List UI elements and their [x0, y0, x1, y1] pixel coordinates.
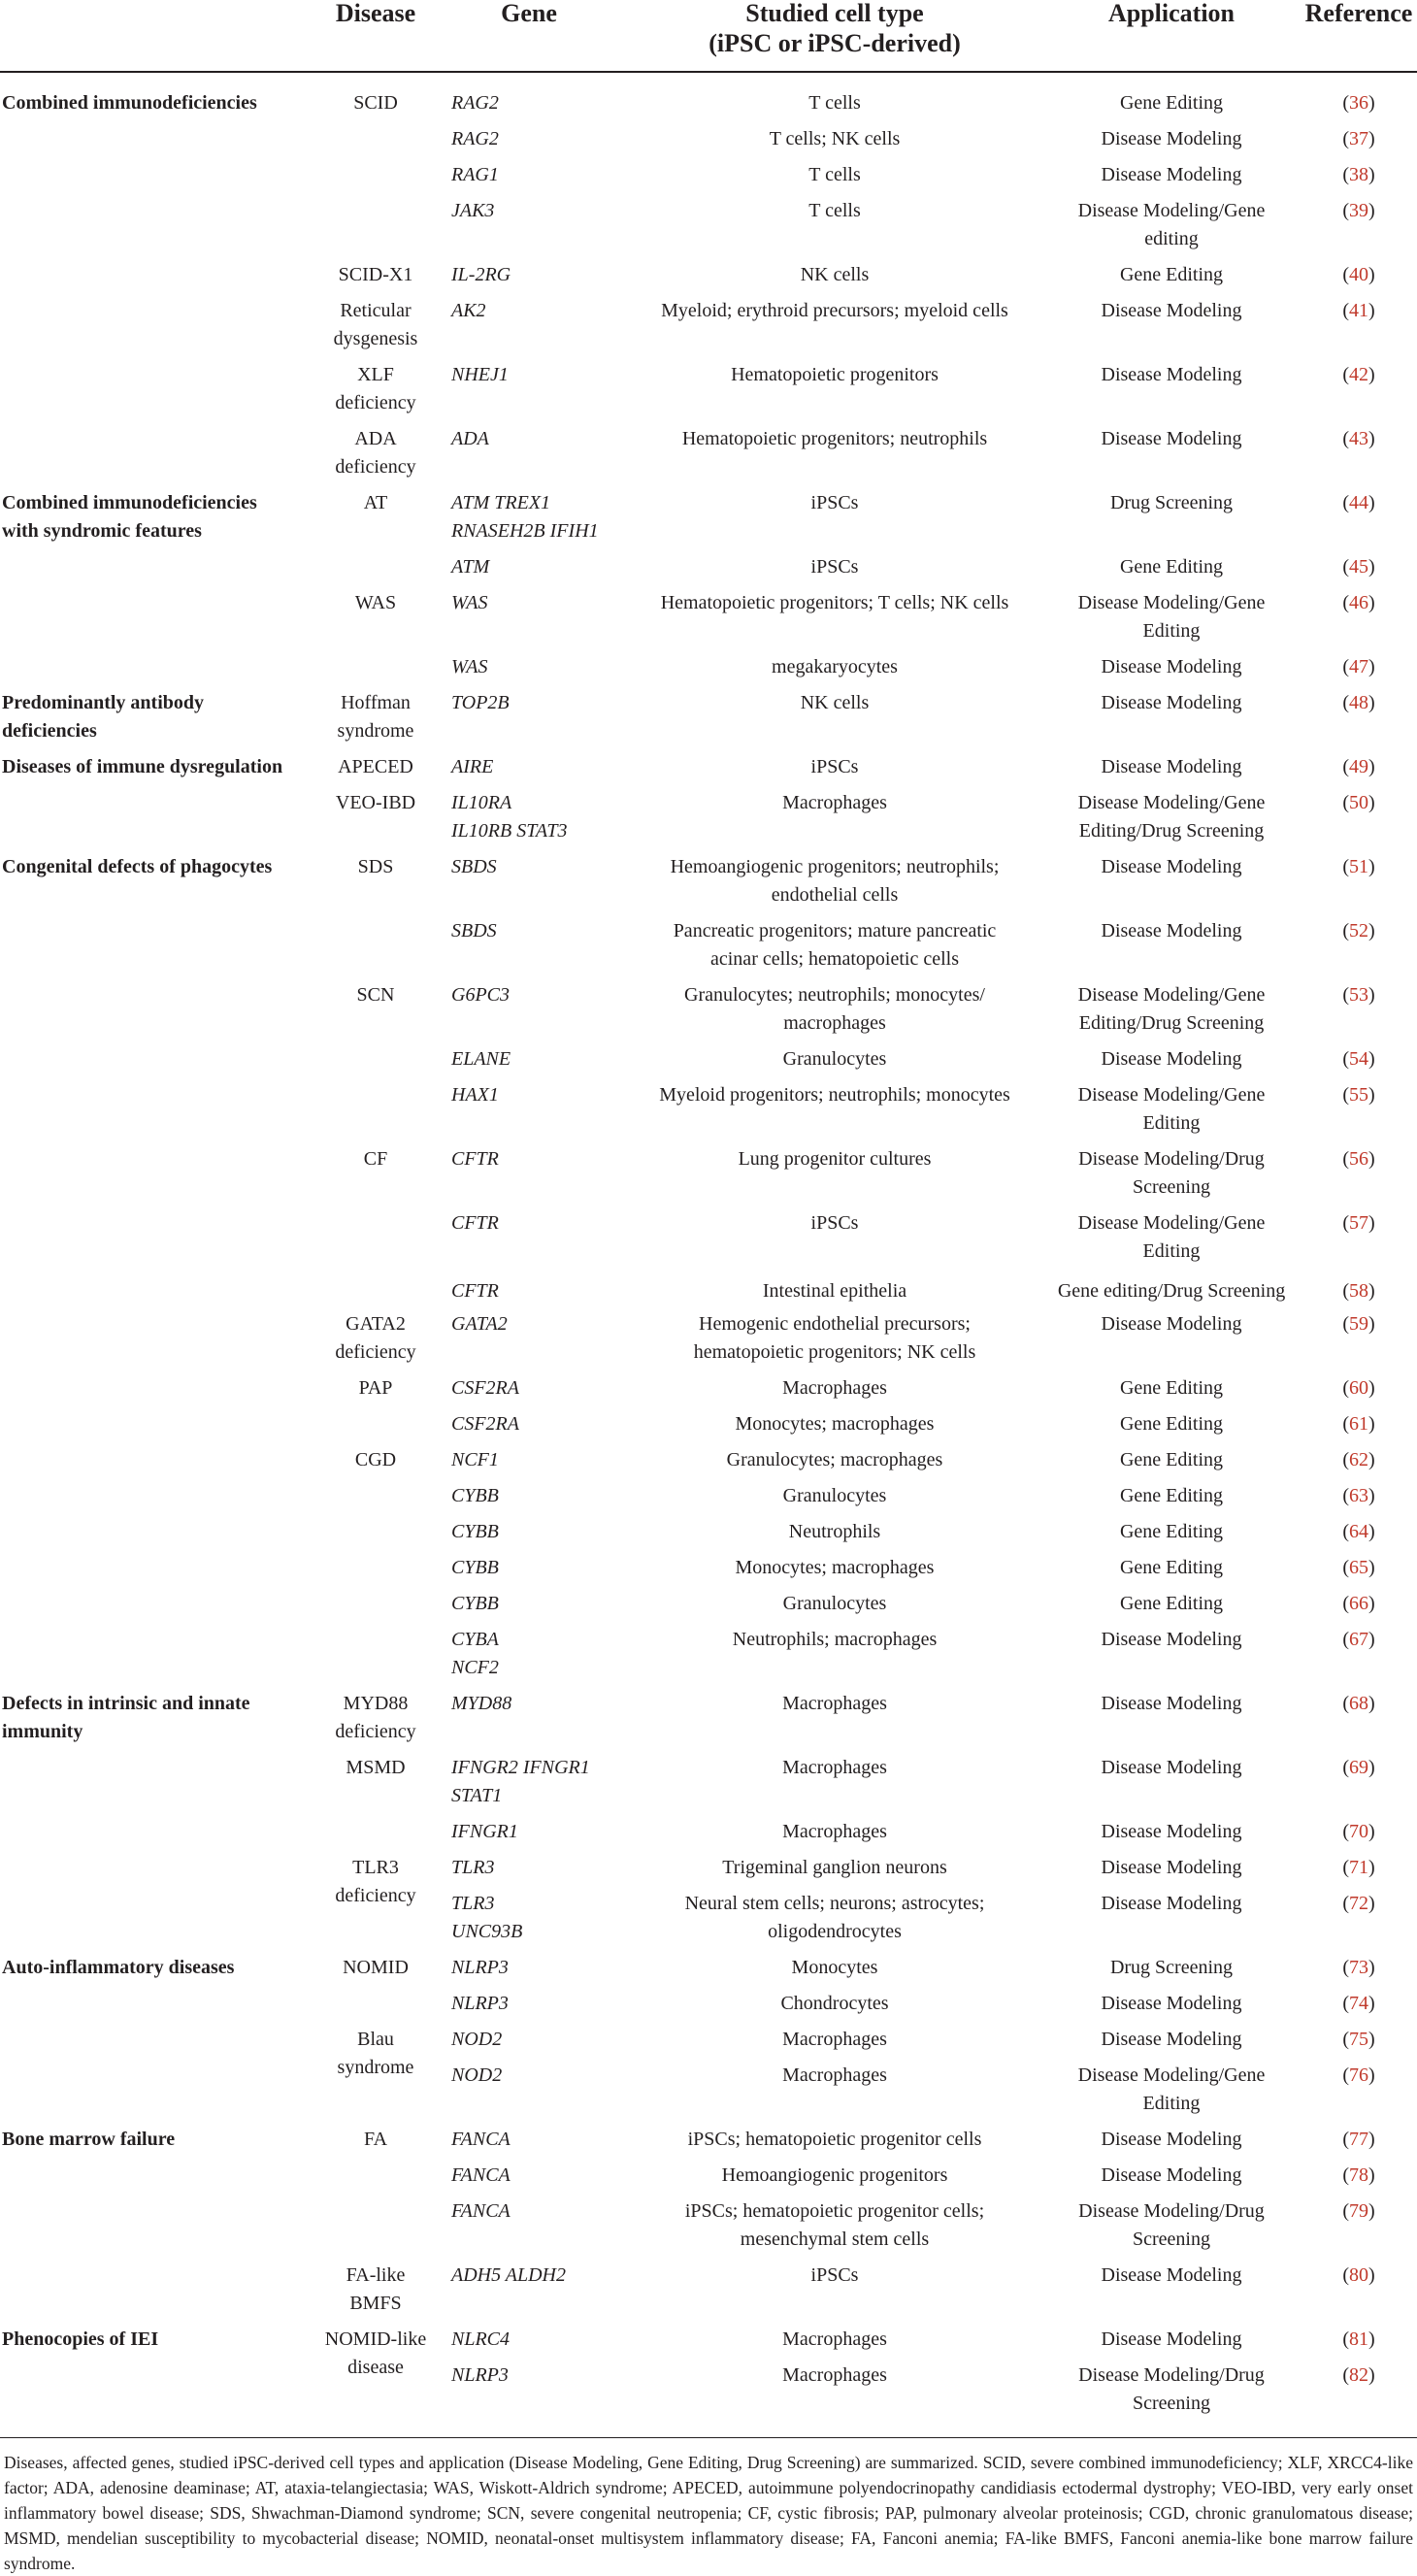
gene-cell: SBDS: [451, 856, 497, 877]
cell-type-cell: Neutrophils; macrophages: [732, 1629, 938, 1650]
reference-cell: (76): [1342, 2064, 1375, 2086]
application-cell: Disease Modeling: [1101, 128, 1242, 149]
category-label: Combined immunodeficiencies with syndromic features: [2, 492, 257, 542]
reference-number[interactable]: 82: [1349, 2364, 1368, 2386]
gene-cell: CYBB: [451, 1557, 499, 1578]
reference-number[interactable]: 55: [1349, 1084, 1368, 1106]
gene-cell: NOD2: [451, 2029, 503, 2050]
gene-cell: RAG2: [451, 92, 499, 114]
reference-cell: (57): [1342, 1212, 1375, 1234]
reference-cell: (78): [1342, 2164, 1375, 2186]
cell-type-cell: Macrophages: [782, 2364, 887, 2386]
cell-type-cell: Hemoangiogenic progenitors; neutrophils; endothelial cells: [670, 856, 1000, 906]
gene-cell: NCF1: [451, 1449, 499, 1470]
reference-number[interactable]: 61: [1349, 1413, 1368, 1435]
application-cell: Disease Modeling: [1101, 164, 1242, 185]
application-cell: Disease Modeling: [1101, 1821, 1242, 1842]
header-disease: Disease: [335, 0, 416, 27]
disease-cell: WAS: [354, 592, 397, 613]
gene-cell: ELANE: [451, 1048, 511, 1070]
gene-cell: MYD88: [451, 1693, 512, 1714]
application-cell: Disease Modeling/Gene editing: [1077, 200, 1266, 249]
disease-cell: SDS: [357, 856, 394, 877]
reference-number[interactable]: 41: [1349, 300, 1368, 321]
reference-number[interactable]: 54: [1349, 1048, 1368, 1070]
reference-number[interactable]: 60: [1349, 1377, 1368, 1399]
cell-type-cell: Myeloid; erythroid precursors; myeloid cells: [661, 300, 1008, 321]
application-cell: Disease Modeling: [1101, 364, 1242, 385]
application-cell: Disease Modeling: [1101, 1757, 1242, 1778]
disease-cell: SCID: [353, 92, 398, 114]
gene-cell: RAG1: [451, 164, 499, 185]
gene-cell: FANCA: [451, 2129, 511, 2150]
reference-number[interactable]: 46: [1349, 592, 1368, 613]
gene-cell: RAG2: [451, 128, 499, 149]
gene-cell: CYBB: [451, 1593, 499, 1614]
application-cell: Disease Modeling: [1101, 2029, 1242, 2050]
gene-cell: TOP2B: [451, 692, 510, 713]
gene-cell: TLR3 UNC93B: [451, 1893, 523, 1942]
gene-cell: CYBA NCF2: [451, 1629, 499, 1678]
disease-cell: NOMID-like disease: [324, 2328, 427, 2378]
reference-cell: (74): [1342, 1993, 1375, 2014]
reference-number[interactable]: 67: [1349, 1629, 1368, 1650]
gene-cell: FANCA: [451, 2200, 511, 2222]
reference-cell: (75): [1342, 2029, 1375, 2050]
application-cell: Disease Modeling: [1101, 2129, 1242, 2150]
cell-type-cell: Lung progenitor cultures: [738, 1148, 932, 1170]
application-cell: Gene Editing: [1119, 1557, 1224, 1578]
reference-cell: (38): [1342, 164, 1375, 185]
application-cell: Gene Editing: [1119, 1521, 1224, 1542]
application-cell: Disease Modeling: [1101, 1893, 1242, 1914]
reference-cell: (36): [1342, 92, 1375, 114]
cell-type-cell: iPSCs: [810, 756, 859, 777]
application-cell: Disease Modeling: [1101, 428, 1242, 449]
reference-cell: (54): [1342, 1048, 1375, 1070]
reference-cell: (60): [1342, 1377, 1375, 1399]
disease-cell: NOMID: [343, 1957, 409, 1978]
cell-type-cell: Hematopoietic progenitors; neutrophils: [681, 428, 988, 449]
reference-cell: (81): [1342, 2328, 1375, 2350]
application-cell: Gene Editing: [1119, 1377, 1224, 1399]
cell-type-cell: iPSCs: [810, 556, 859, 578]
gene-cell: IL-2RG: [451, 264, 511, 285]
gene-cell: ADA: [451, 428, 489, 449]
category-label: Bone marrow failure: [2, 2129, 176, 2150]
gene-cell: TLR3: [451, 1857, 495, 1878]
gene-cell: SBDS: [451, 920, 497, 941]
gene-cell: WAS: [451, 656, 488, 677]
disease-cell: FA: [363, 2129, 388, 2150]
disease-cell: MSMD: [346, 1757, 406, 1778]
reference-cell: (44): [1342, 492, 1375, 513]
reference-number[interactable]: 44: [1349, 492, 1368, 513]
cell-type-cell: Macrophages: [782, 792, 887, 813]
reference-cell: (66): [1342, 1593, 1375, 1614]
reference-cell: (68): [1342, 1693, 1375, 1714]
reference-number[interactable]: 53: [1349, 984, 1368, 1006]
reference-number[interactable]: 66: [1349, 1593, 1368, 1614]
cell-type-cell: T cells; NK cells: [769, 128, 901, 149]
application-cell: Disease Modeling: [1101, 1048, 1242, 1070]
cell-type-cell: Monocytes; macrophages: [735, 1413, 935, 1435]
cell-type-cell: NK cells: [800, 692, 870, 713]
reference-cell: (47): [1342, 656, 1375, 677]
cell-type-cell: Monocytes: [791, 1957, 878, 1978]
gene-cell: CYBB: [451, 1485, 499, 1506]
application-cell: Disease Modeling: [1101, 856, 1242, 877]
reference-cell: (69): [1342, 1757, 1375, 1778]
cell-type-cell: Neural stem cells; neurons; astrocytes; oligodendrocytes: [684, 1893, 985, 1942]
gene-cell: NLRC4: [451, 2328, 511, 2350]
cell-type-cell: iPSCs; hematopoietic progenitor cells; mesenchymal stem cells: [684, 2200, 985, 2250]
cell-type-cell: Hematopoietic progenitors: [731, 364, 939, 385]
gene-cell: CFTR: [451, 1148, 499, 1170]
application-cell: Disease Modeling: [1101, 1629, 1242, 1650]
gene-cell: NLRP3: [451, 2364, 509, 2386]
gene-cell: NHEJ1: [451, 364, 509, 385]
application-cell: Disease Modeling: [1101, 1993, 1242, 2014]
reference-cell: (42): [1342, 364, 1375, 385]
disease-cell: XLF deficiency: [335, 364, 416, 413]
gene-cell: CYBB: [451, 1521, 499, 1542]
category-label: Defects in intrinsic and innate immunity: [2, 1693, 250, 1742]
gene-cell: GATA2: [451, 1313, 508, 1335]
reference-cell: (53): [1342, 984, 1375, 1006]
header-rule: [0, 71, 1417, 73]
application-cell: Disease Modeling: [1101, 656, 1242, 677]
application-cell: Disease Modeling: [1101, 1313, 1242, 1335]
application-cell: Disease Modeling: [1101, 756, 1242, 777]
reference-number[interactable]: 68: [1349, 1693, 1368, 1714]
reference-cell: (49): [1342, 756, 1375, 777]
cell-type-cell: Monocytes; macrophages: [735, 1557, 935, 1578]
reference-number[interactable]: 69: [1349, 1757, 1368, 1778]
reference-cell: (73): [1342, 1957, 1375, 1978]
reference-cell: (52): [1342, 920, 1375, 941]
gene-cell: JAK3: [451, 200, 495, 221]
reference-number[interactable]: 48: [1349, 692, 1368, 713]
reference-number[interactable]: 80: [1349, 2264, 1368, 2286]
reference-number[interactable]: 56: [1349, 1148, 1368, 1170]
cell-type-cell: Granulocytes: [782, 1485, 887, 1506]
application-cell: Disease Modeling/Gene Editing/Drug Screening: [1077, 792, 1266, 842]
reference-cell: (70): [1342, 1821, 1375, 1842]
disease-cell: Blau syndrome: [337, 2029, 414, 2078]
gene-cell: G6PC3: [451, 984, 510, 1006]
application-cell: Drug Screening: [1109, 1957, 1234, 1978]
cell-type-cell: Granulocytes; macrophages: [726, 1449, 943, 1470]
cell-type-cell: T cells: [808, 200, 861, 221]
application-cell: Disease Modeling: [1101, 920, 1242, 941]
reference-cell: (41): [1342, 300, 1375, 321]
application-cell: Disease Modeling/Gene Editing: [1077, 1084, 1266, 1134]
application-cell: Disease Modeling/Gene Editing/Drug Screening: [1077, 984, 1266, 1034]
reference-number[interactable]: 78: [1349, 2164, 1368, 2186]
application-cell: Disease Modeling: [1101, 300, 1242, 321]
disease-cell: PAP: [358, 1377, 393, 1399]
gene-cell: CSF2RA: [451, 1413, 519, 1435]
application-cell: Gene Editing: [1119, 92, 1224, 114]
cell-type-cell: Hemoangiogenic progenitors: [721, 2164, 948, 2186]
disease-cell: SCID-X1: [338, 264, 413, 285]
disease-cell: APECED: [338, 756, 413, 777]
cell-type-cell: iPSCs; hematopoietic progenitor cells: [687, 2129, 982, 2150]
cell-type-cell: Macrophages: [782, 1757, 887, 1778]
gene-cell: WAS: [451, 592, 488, 613]
reference-number[interactable]: 79: [1349, 2200, 1368, 2222]
cell-type-cell: megakaryocytes: [772, 656, 898, 677]
reference-cell: (58): [1342, 1280, 1375, 1302]
reference-cell: (79): [1342, 2200, 1375, 2222]
category-label: Predominantly antibody deficiencies: [2, 692, 204, 742]
gene-cell: IL10RA IL10RB STAT3: [451, 792, 568, 842]
disease-cell: MYD88 deficiency: [335, 1693, 416, 1742]
cell-type-cell: Macrophages: [782, 2328, 887, 2350]
disease-cell: ADA deficiency: [335, 428, 416, 478]
reference-number[interactable]: 43: [1349, 428, 1368, 449]
reference-cell: (55): [1342, 1084, 1375, 1106]
reference-number[interactable]: 39: [1349, 200, 1368, 221]
reference-cell: (43): [1342, 428, 1375, 449]
reference-cell: (80): [1342, 2264, 1375, 2286]
cell-type-cell: Macrophages: [782, 1377, 887, 1399]
reference-number[interactable]: 42: [1349, 364, 1368, 385]
reference-number[interactable]: 37: [1349, 128, 1368, 149]
application-cell: Disease Modeling: [1101, 1857, 1242, 1878]
reference-cell: (77): [1342, 2129, 1375, 2150]
reference-number[interactable]: 71: [1349, 1857, 1368, 1878]
application-cell: Disease Modeling/Gene Editing: [1077, 1212, 1266, 1262]
cell-type-cell: Macrophages: [782, 2029, 887, 2050]
application-cell: Disease Modeling/Drug Screening: [1078, 2200, 1265, 2250]
reference-number[interactable]: 51: [1349, 856, 1368, 877]
reference-cell: (48): [1342, 692, 1375, 713]
reference-number[interactable]: 81: [1349, 2328, 1368, 2350]
reference-cell: (39): [1342, 200, 1375, 221]
reference-cell: (62): [1342, 1449, 1375, 1470]
category-label: Phenocopies of IEI: [2, 2328, 159, 2350]
reference-cell: (65): [1342, 1557, 1375, 1578]
bottom-rule: [0, 2437, 1417, 2438]
header-application: Application: [1107, 0, 1236, 27]
reference-number[interactable]: 59: [1349, 1313, 1368, 1335]
gene-cell: ATM: [451, 556, 490, 578]
gene-cell: AIRE: [451, 756, 494, 777]
header-cell-type-line1: Studied cell type: [745, 0, 924, 27]
reference-number[interactable]: 75: [1349, 2029, 1368, 2050]
reference-cell: (63): [1342, 1485, 1375, 1506]
reference-number[interactable]: 74: [1349, 1993, 1368, 2014]
disease-cell: CGD: [354, 1449, 397, 1470]
reference-number[interactable]: 40: [1349, 264, 1368, 285]
application-cell: Disease Modeling/Drug Screening: [1078, 1148, 1265, 1198]
application-cell: Disease Modeling: [1101, 692, 1242, 713]
reference-cell: (61): [1342, 1413, 1375, 1435]
gene-cell: HAX1: [451, 1084, 499, 1106]
cell-type-cell: iPSCs: [810, 492, 859, 513]
reference-number[interactable]: 65: [1349, 1557, 1368, 1578]
cell-type-cell: Granulocytes: [782, 1593, 887, 1614]
reference-cell: (64): [1342, 1521, 1375, 1542]
reference-number[interactable]: 76: [1349, 2064, 1368, 2086]
cell-type-cell: Neutrophils: [788, 1521, 881, 1542]
reference-number[interactable]: 58: [1349, 1280, 1368, 1302]
cell-type-cell: Hematopoietic progenitors; T cells; NK cells: [660, 592, 1009, 613]
application-cell: Disease Modeling: [1101, 2328, 1242, 2350]
disease-cell: VEO-IBD: [335, 792, 416, 813]
reference-cell: (46): [1342, 592, 1375, 613]
cell-type-cell: T cells: [808, 92, 861, 114]
reference-number[interactable]: 52: [1349, 920, 1368, 941]
reference-number[interactable]: 63: [1349, 1485, 1368, 1506]
application-cell: Gene Editing: [1119, 264, 1224, 285]
gene-cell: IFNGR2 IFNGR1 STAT1: [451, 1757, 590, 1806]
application-cell: Gene Editing: [1119, 1593, 1224, 1614]
cell-type-cell: Myeloid progenitors; neutrophils; monocytes: [659, 1084, 1010, 1106]
application-cell: Disease Modeling/Gene Editing: [1077, 592, 1266, 642]
reference-number[interactable]: 62: [1349, 1449, 1368, 1470]
cell-type-cell: Intestinal epithelia: [762, 1280, 907, 1302]
category-label: Auto-inflammatory diseases: [2, 1957, 235, 1978]
application-cell: Disease Modeling: [1101, 1693, 1242, 1714]
reference-number[interactable]: 57: [1349, 1212, 1368, 1234]
cell-type-cell: Chondrocytes: [780, 1993, 889, 2014]
header-reference: Reference: [1304, 0, 1413, 27]
reference-cell: (59): [1342, 1313, 1375, 1335]
application-cell: Gene Editing: [1119, 1413, 1224, 1435]
reference-cell: (72): [1342, 1893, 1375, 1914]
cell-type-cell: Macrophages: [782, 1693, 887, 1714]
reference-number[interactable]: 73: [1349, 1957, 1368, 1978]
application-cell: Disease Modeling/Drug Screening: [1078, 2364, 1265, 2414]
reference-cell: (51): [1342, 856, 1375, 877]
cell-type-cell: Macrophages: [782, 1821, 887, 1842]
cell-type-cell: iPSCs: [810, 2264, 859, 2286]
cell-type-cell: iPSCs: [810, 1212, 859, 1234]
cell-type-cell: Hemogenic endothelial precursors; hematopoietic progenitors; NK cells: [693, 1313, 976, 1363]
category-label: Diseases of immune dysregulation: [2, 756, 283, 777]
reference-number[interactable]: 72: [1349, 1893, 1368, 1914]
reference-cell: (45): [1342, 556, 1375, 578]
reference-number[interactable]: 77: [1349, 2129, 1368, 2150]
gene-cell: NLRP3: [451, 1957, 509, 1978]
gene-cell: CFTR: [451, 1212, 499, 1234]
application-cell: Gene editing/Drug Screening: [1057, 1280, 1286, 1302]
reference-number[interactable]: 50: [1349, 792, 1368, 813]
reference-cell: (56): [1342, 1148, 1375, 1170]
gene-cell: ATM TREX1 RNASEH2B IFIH1: [451, 492, 599, 542]
gene-cell: NLRP3: [451, 1993, 509, 2014]
disease-cell: FA-like BMFS: [346, 2264, 406, 2314]
application-cell: Disease Modeling: [1101, 2164, 1242, 2186]
cell-type-cell: Granulocytes; neutrophils; monocytes/ macrophages: [684, 984, 985, 1034]
gene-cell: CSF2RA: [451, 1377, 519, 1399]
application-cell: Gene Editing: [1119, 1485, 1224, 1506]
gene-cell: NOD2: [451, 2064, 503, 2086]
header-cell-type-line2: (iPSC or iPSC-derived): [708, 29, 961, 57]
reference-number[interactable]: 49: [1349, 756, 1368, 777]
cell-type-cell: Macrophages: [782, 2064, 887, 2086]
cell-type-cell: Pancreatic progenitors; mature pancreatic acinar cells; hematopoietic cells: [673, 920, 997, 970]
disease-cell: Hoffman syndrome: [337, 692, 414, 742]
reference-cell: (67): [1342, 1629, 1375, 1650]
gene-cell: ADH5 ALDH2: [451, 2264, 566, 2286]
reference-number[interactable]: 36: [1349, 92, 1368, 114]
application-cell: Disease Modeling/Gene Editing: [1077, 2064, 1266, 2114]
application-cell: Disease Modeling: [1101, 2264, 1242, 2286]
disease-cell: AT: [363, 492, 388, 513]
reference-cell: (82): [1342, 2364, 1375, 2386]
reference-cell: (37): [1342, 128, 1375, 149]
reference-cell: (71): [1342, 1857, 1375, 1878]
disease-cell: GATA2 deficiency: [335, 1313, 416, 1363]
disease-cell: CF: [363, 1148, 388, 1170]
reference-cell: (50): [1342, 792, 1375, 813]
reference-number[interactable]: 70: [1349, 1821, 1368, 1842]
table-footnote: Diseases, affected genes, studied iPSC-derived cell types and application (Disease Modeling, Gene Editing, Drug Screening) are summarized. SCID, severe combined immunodeficiency; XLF, XRCC4-like factor; ADA, adenosine deaminase; AT, ataxia-telangiectasia; WAS, Wiskott-Aldrich syndrome; APECED, autoimmune polyendocrinopathy candidiasis ectodermal dystrophy; VEO-IBD, very early onset inflammatory bowel disease; SDS, Shwachman-Diamond syndrome; SCN, severe congenital neutropenia; CF, cystic fibrosis; PAP, pulmonary alveolar proteinosis; CGD, chronic granulomatous disease; MSMD, mendelian susceptibility to mycobacterial disease; NOMID, neonatal-onset multisystem inflammatory disease; FA, Fanconi anemia; FA-like BMFS, Fanconi anemia-like bone marrow failure syndrome.: [4, 2453, 1413, 2573]
reference-number[interactable]: 38: [1349, 164, 1368, 185]
gene-cell: FANCA: [451, 2164, 511, 2186]
reference-number[interactable]: 64: [1349, 1521, 1368, 1542]
gene-cell: CFTR: [451, 1280, 499, 1302]
reference-number[interactable]: 47: [1349, 656, 1368, 677]
cell-type-cell: NK cells: [800, 264, 870, 285]
disease-cell: Reticular dysgenesis: [333, 300, 418, 349]
header-gene: Gene: [501, 0, 557, 27]
gene-cell: IFNGR1: [451, 1821, 518, 1842]
reference-cell: (40): [1342, 264, 1375, 285]
disease-cell: SCN: [356, 984, 395, 1006]
cell-type-cell: Granulocytes: [782, 1048, 887, 1070]
category-label: Congenital defects of phagocytes: [2, 856, 273, 877]
gene-cell: AK2: [451, 300, 486, 321]
cell-type-cell: Trigeminal ganglion neurons: [722, 1857, 947, 1878]
reference-number[interactable]: 45: [1349, 556, 1368, 578]
application-cell: Gene Editing: [1119, 1449, 1224, 1470]
application-cell: Drug Screening: [1109, 492, 1234, 513]
category-label: Combined immunodeficiencies: [2, 92, 257, 114]
application-cell: Gene Editing: [1119, 556, 1224, 578]
cell-type-cell: T cells: [808, 164, 861, 185]
header-cell-type: [689, 0, 980, 58]
disease-cell: TLR3 deficiency: [335, 1857, 416, 1906]
